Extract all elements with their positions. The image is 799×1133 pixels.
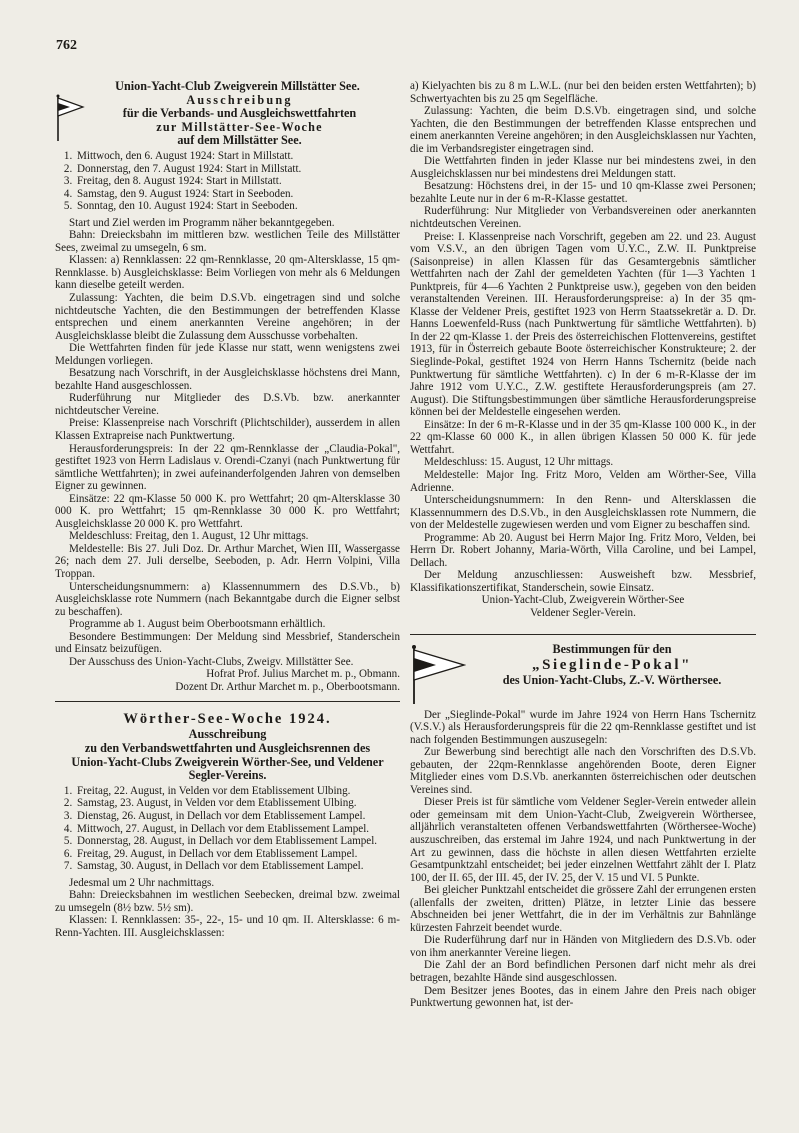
pokal-title: „Sieglinde-Pokal" xyxy=(531,657,693,674)
list-item: 3. Dienstag, 26. August, in Dellach vor dem Etablissement Lampel. xyxy=(75,810,400,823)
list-item: 5. Sonntag, den 10. August 1924: Start in Seeboden. xyxy=(75,200,400,213)
list-item: 6. Freitag, 29. August, in Dellach vor dem Etablissement Lampel. xyxy=(75,848,400,861)
paragraph: Jedesmal um 2 Uhr nachmittags. xyxy=(69,876,215,889)
list-item: 4. Mittwoch, 27. August, in Dellach vor dem Etablissement Lampel. xyxy=(75,823,400,836)
signature-obmann: Hofrat Prof. Julius Marchet m. p., Obmann. xyxy=(206,668,400,681)
paragraph: Zur Bewerbung sind berechtigt alle nach den Vorschriften des D.S.Vb. gebauten, der 22qm-Rennklasse angehörenden Boote, deren Eigner Mitglieder eines vom D.S.Vb. anerkannten österreichischen oder deutschen Vereines sind. xyxy=(410,746,756,796)
subheading-2-3: Segler-Vereins. xyxy=(188,768,267,783)
list-item: 1. Freitag, 22. August, in Velden vor dem Etablissement Ulbing. xyxy=(75,785,400,798)
paragraph: Bei gleicher Punktzahl entscheidet die grössere Zahl der errungenen ersten (allenfalls der zweiten, dritten) Plätze, in letzter Linie das bessere Abschneiden bei jener Wettfahrt, die in der im Verhältnis zur Bahnlänge kürzesten Fahrzeit beendet wurde. xyxy=(410,884,756,934)
paragraph: Einsätze: 22 qm-Klasse 50 000 K. pro Wettfahrt; 20 qm-Altersklasse 30 000 K. pro Wettfahrt; 15 qm-Rennklasse 30 000 K. pro Wettfahrt; Ausgleichsklasse 20 000 K. pro Wettfahrt. xyxy=(55,492,400,530)
section-divider xyxy=(55,701,400,702)
bestimmungen-heading: Bestimmungen für den xyxy=(552,641,672,656)
paragraph: Dem Besitzer jenes Bootes, das in einem Jahre den Preis nach obiger Punktwertung gewonnen hat, ist der- xyxy=(410,984,756,1010)
paragraph: Der Meldung anzuschliessen: Ausweisheft bzw. Messbrief, Klassifikationszertifikat, Standerschein, sowie Einsatz. xyxy=(410,569,756,594)
club-signature: Union-Yacht-Club, Zweigverein Wörther-See xyxy=(481,594,685,607)
left-column xyxy=(55,80,400,939)
list-item: 2. Samstag, 23. August, in Velden vor dem Etablissement Ulbing. xyxy=(75,797,400,810)
list-item: 7. Samstag, 30. August, in Dellach vor dem Etablissement Lampel. xyxy=(75,860,400,873)
subheading-3: auf dem Millstätter See. xyxy=(177,133,302,148)
club-pennant-icon xyxy=(55,94,85,142)
paragraph: Meldeschluss: 15. August, 12 Uhr mittags. xyxy=(424,456,614,469)
section-divider xyxy=(410,634,756,635)
paragraph: Meldestelle: Major Ing. Fritz Moro, Velden am Wörther-See, Villa Adrienne. xyxy=(410,468,756,494)
paragraph: Der „Sieglinde-Pokal" wurde im Jahre 1924 von Herrn Hans Tschernitz (V.S.V.) als Herausforderungspreis für die 22 qm-Rennklasse gestiftet und ist nach folgenden Bestimmungen auszusegeln: xyxy=(410,708,756,746)
race-dates-list xyxy=(55,150,400,213)
list-item: 1. Mittwoch, den 6. August 1924: Start in Millstatt. xyxy=(75,150,400,163)
paragraph: Die Ruderführung darf nur in Händen von Mitgliedern des D.S.Vb. oder von ihm anerkannter Vereine liegen. xyxy=(410,934,756,959)
paragraph: Der Ausschuss des Union-Yacht-Clubs, Zweigv. Millstätter See. xyxy=(69,655,354,668)
paragraph: Einsätze: In der 6 m-R-Klasse und in der 35 qm-Klasse 100 000 K., in der 22 qm-Klasse 60 000 K., in allen übrigen Klassen 50 000 K. für jede Wettfahrt. xyxy=(410,418,756,456)
subheading-2-1: zu den Verbandswettfahrten und Ausgleichsrennen des xyxy=(84,741,371,756)
paragraph: Meldeschluss: Freitag, den 1. August, 12 Uhr mittags. xyxy=(69,530,309,543)
paragraph: Bahn: Dreiecksbahn im mittleren bzw. westlichen Teile des Millstätter Sees, zweimal zu umsegeln, 6 sm. xyxy=(55,229,400,254)
paragraph: Klassen: a) Rennklassen: 22 qm-Rennklasse, 20 qm-Altersklasse, 15 qm-Rennklasse. b) Ausgleichsklasse: Beim Vorliegen von mehr als 6 Meldungen kann dieselbe geteilt werden. xyxy=(55,254,400,292)
paragraph: Zulassung: Yachten, die beim D.S.Vb. eingetragen sind und solche nichtdeutsche Yachten, die den Bestimmungen der betreffenden Klasse entsprechen und einem anerkannten Vereine angehören; in der Ausgleichsklasse bleibt die Zulassung dem Ausschusse vorbehalten. xyxy=(55,291,400,342)
race-dates-list-2 xyxy=(55,785,400,873)
paragraph: Besondere Bestimmungen: Der Meldung sind Messbrief, Standerschein und Einsatz beizufügen. xyxy=(55,630,400,656)
woche-title: Wörther-See-Woche 1924. xyxy=(123,711,332,728)
paragraph: Besatzung: Höchstens drei, in der 15- und 10 qm-Klasse zwei Personen; bezahlte Leute nur in der 6 m-R-Klasse gestattet. xyxy=(410,180,756,205)
paragraph: Programme: Ab 20. August bei Herrn Major Ing. Fritz Moro, Velden, bei Herrn Dr. Robert Johanny, Maria-Wörth, Villa Caroline, und bei Lampel, Dellach. xyxy=(410,531,756,569)
paragraph: Dieser Preis ist für sämtliche vom Veldener Segler-Verein entweder allein oder gemeinsam mit dem Union-Yacht-Club, Zweigverein Wörthersee, alljährlich veranstalteten offenen Verbandswettfahrten (Wörthersee-Woche) auszuschreiben, das erstemal im Jahre 1924, und nach Punktwertung in der Art zu gewinnen, dass die höchste in allen diesen Wettfahrten erzielte Gesamtpunktzahl entscheidet; bei jeder einzelnen Wettfahrt zählt der I. Platz 100, der II. 65, der III. 45, der IV. 25, der V. 15 und VI. 5 Punkte. xyxy=(410,796,756,884)
paragraph: Ruderführung: Nur Mitglieder von Verbandsvereinen oder anerkannten nichtdeutschen Vereinen. xyxy=(410,205,756,231)
right-column xyxy=(410,80,756,1010)
club-signature-2: Veldener Segler-Verein. xyxy=(530,606,636,619)
paragraph: Die Wettfahrten finden in jeder Klasse nur bei mindestens zwei, in den Ausgleichsklassen nur bei mindestens drei Meldungen statt. xyxy=(410,155,756,180)
paragraph: Die Wettfahrten finden für jede Klasse nur statt, wenn wenigstens zwei Meldungen vorliegen. xyxy=(55,342,400,367)
subheading-2: zur Millstätter-See-Woche xyxy=(156,119,323,134)
paragraph: a) Kielyachten bis zu 8 m L.W.L. (nur bei den beiden ersten Wettfahrten); b) Schwertyachten bis zu 25 qm Segelfläche. xyxy=(410,80,756,105)
paragraph: Start und Ziel werden im Programm näher bekanntgegeben. xyxy=(69,216,335,229)
paragraph: Ruderführung nur Mitglieder des D.S.Vb. bzw. anerkannter nichtdeutscher Vereine. xyxy=(55,392,400,417)
club-heading: Union-Yacht-Club Zweigverein Millstätter See. xyxy=(115,79,360,93)
paragraph: Bahn: Dreiecksbahnen im westlichen Seebecken, dreimal bzw. zweimal zu umsegeln (8½ bzw. 5½ sm). xyxy=(55,889,400,914)
list-item: 4. Samstag, den 9. August 1924: Start in Seeboden. xyxy=(75,188,400,201)
paragraph: Preise: Klassenpreise nach Vorschrift (Plichtschilder), ausserdem in allen Klassen Extrapreise nach Punktwertung. xyxy=(55,417,400,442)
paragraph: Klassen: I. Rennklassen: 35-, 22-, 15- und 10 qm. II. Altersklasse: 6 m-Renn-Yachten. III. Ausgleichsklassen: xyxy=(55,914,400,939)
subheading-2-2: Union-Yacht-Clubs Zweigverein Wörther-See, und Veldener xyxy=(71,754,384,769)
subheading-1: für die Verbands- und Ausgleichswettfahrten xyxy=(122,106,357,121)
page-number: 762 xyxy=(56,38,77,53)
paragraph: Unterscheidungsnummern: a) Klassennummern des D.S.Vb., b) Ausgleichsklasse rote Nummern (nach Bekanntgabe durch die Eigner selbst zu beschaffen). xyxy=(55,580,400,618)
paragraph: Besatzung nach Vorschrift, in der Ausgleichsklasse höchstens drei Mann, bezahlte Hand ausgeschlossen. xyxy=(55,367,400,392)
paragraph: Herausforderungspreis: In der 22 qm-Rennklasse der „Claudia-Pokal", gestiftet 1923 von Herrn Ladislaus v. Orendi-Czanyi (nach Punktwertung für sämtliche Wettfahrten); in zwei aufeinanderfolgenden Jahren von demselben Eigner zu gewinnen. xyxy=(55,442,400,493)
ausschreibung-heading-2: Ausschreibung xyxy=(188,727,267,742)
pokal-subheading: des Union-Yacht-Clubs, Z.-V. Wörthersee. xyxy=(502,673,722,688)
paragraph: Die Zahl der an Bord befindlichen Personen darf nicht mehr als drei betragen, bezahlte Hände sind ausgeschlossen. xyxy=(410,959,756,984)
club-pennant-icon xyxy=(410,645,466,705)
signature-oberbootsmann: Dozent Dr. Arthur Marchet m. p., Oberbootsmann. xyxy=(175,680,400,693)
paragraph: Zulassung: Yachten, die beim D.S.Vb. eingetragen sind, und solche Yachten, die den Bestimmungen der betreffenden Klasse entsprechen und einem anerkannten Vereine angehören; in den Ausgleichsklassen nur Yachten, die im Verbandsregister eingetragen sind. xyxy=(410,105,756,155)
paragraph: Programme ab 1. August beim Oberbootsmann erhältlich. xyxy=(69,618,326,631)
list-item: 5. Donnerstag, 28. August, in Dellach vor dem Etablissement Lampel. xyxy=(75,835,400,848)
paragraph: Unterscheidungsnummern: In den Renn- und Altersklassen die Klassennummern des D.S.Vb., in den Ausgleichsklassen rote Nummern, die von der Meldestelle zugewiesen werden und vom Eigner zu beschaffen sind. xyxy=(410,494,756,532)
paragraph: Meldestelle: Bis 27. Juli Doz. Dr. Arthur Marchet, Wien III, Wassergasse 26; nach dem 27. Juli derselbe, Seeboden, p. Adr. Herrn Volpini, Villa Troppan. xyxy=(55,542,400,581)
list-item: 2. Donnerstag, den 7. August 1924: Start in Millstatt. xyxy=(75,163,400,176)
list-item: 3. Freitag, den 8. August 1924: Start in Millstatt. xyxy=(75,175,400,188)
paragraph: Preise: I. Klassenpreise nach Vorschrift, gegeben am 22. und 23. August vom V.S.V., an den übrigen Tagen vom U.Y.C., Z.W. II. Punktpreise (Saisonpreise) in allen Klassen für das Gesamtergebnis sämtlicher Wettfahrten nach der Zahl der gemeldeten Yachten (für 1—3 Yachten 1 Punktpreis, für 4—6 Yachten 2 Punktpreise usw.), gegeben von den beiden veranstaltenden Vereinen. III. Herausforderungspreise: a) In der 35 qm-Klasse der Veldener Preis, gestiftet 1923 von Herrn Staatssekretär a. D. Dr. Hanns Loewenfeld-Russ (nach Punktwertung für sämtliche Wettfahrten). b) In der 22 qm-Klasse 1. der Preis des österreichischen Flottenvereins, gestiftet 1913, für in Österreich gebaute Boote österreichischer Konstrukteure; 2. der Sieglinde-Pokal, gestiftet 1924 von Herrn Hanns Tschernitz (beide nach Punktwertung für sämtliche Wettfahrten). c) In der 6 m-R-Klasse der im Jahre 1912 vom U.Y.C., Z.W. gestiftete Herausforderungspreis (am 27. August). Die Stiftungsbestimmungen über sämtliche Herausforderungspreise können bei der Meldestelle eingesehen werden. xyxy=(410,230,756,419)
ausschreibung-heading: Ausschreibung xyxy=(186,92,293,107)
